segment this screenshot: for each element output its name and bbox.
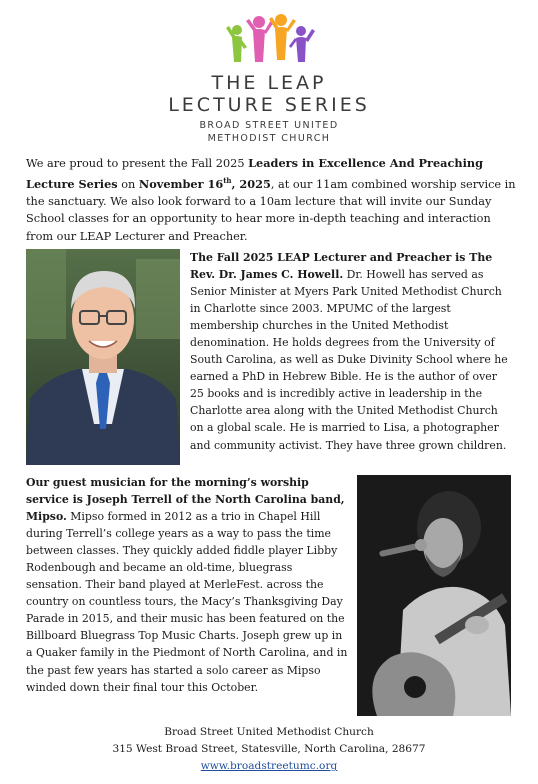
intro-series-name: Leaders in Excellence And Preaching Lecture Series [26, 156, 483, 191]
musician-body: Mipso formed in 2012 as a trio in Chapel Hill during Terrell’s college years as a way to pass the time between classes. They quickly added fiddle player Libby Rodenbough and became an old-time, bluegrass sensation. Their band played at MerleFest. across the country on countless tours, the Macy’s Thanksgiving Day Parade in 2015, and their music has been featured on the Billboard Bluegrass Top Music Charts. Joseph grew up in a Quaker family in the Piedmont of North Carolina, and in the past few years has started a solo career as Mipso winded down their final tour this October. [26, 510, 348, 694]
figure-orange [269, 14, 296, 60]
intro-date-day: November 16 [138, 176, 224, 191]
footer-church-name: Broad Street United Methodist Church [164, 726, 374, 738]
lecturer-body: Dr. Howell has served as Senior Minister at Myers Park United Methodist Church in Charlotte since 2003. MPUMC of the largest membership churches in the United Methodist denomination. He holds degrees from the University of South Carolina, as well as Duke Divinity School where he earned a PhD in Hebrew Bible. He is the author of over 25 books and is incredibly active in leadership in the Charlotte area along with the United Methodist Church on a global scale. He is married to Lisa, a photographer and community activist. They have three grown children. [190, 268, 508, 452]
intro-date-year: , 2025 [231, 176, 271, 191]
intro-date [139, 177, 271, 191]
intro-text-3: , at our 11am combined worship service in the sanctuary. We also look forward to a 10am lecture that will invite our Sunday School classes for an opportunity to hear more in-depth teaching and interaction from our LEAP Lecturer and Preacher. [26, 177, 516, 243]
figure-green [226, 25, 247, 62]
musician-lead: Our guest musician for the morning’s worship service is Joseph Terrell of the North Carolina band, Mipso. [26, 476, 345, 524]
logo-church-line-1: BROAD STREET UNITED [199, 120, 339, 131]
intro-paragraph [26, 155, 516, 245]
terrell-photo [357, 475, 511, 716]
logo-church-line-2: METHODIST CHURCH [207, 132, 331, 144]
howell-photo [26, 249, 180, 465]
website-link[interactable]: www.broadstreetumc.org [200, 760, 338, 773]
lecturer-paragraph [190, 249, 512, 454]
footer-address: 315 West Broad Street, Statesville, North Carolina, 28677 [112, 743, 426, 756]
logo-subtitle: LECTURE SERIES [168, 94, 370, 116]
church-footer [0, 724, 538, 776]
people-icon [223, 14, 315, 66]
intro-text-1: We are proud to present the Fall 2025 [26, 157, 249, 170]
leap-logo [0, 14, 538, 145]
figure-pink [246, 16, 274, 62]
musician-paragraph [26, 474, 348, 696]
figure-purple [289, 26, 315, 62]
intro-text-2: on [117, 177, 139, 191]
logo-title: THE LEAP [211, 72, 327, 94]
intro-date-sup: th [223, 176, 232, 186]
lecturer-lead: The Fall 2025 LEAP Lecturer and Preacher is The Rev. Dr. James C. Howell. [190, 251, 493, 282]
